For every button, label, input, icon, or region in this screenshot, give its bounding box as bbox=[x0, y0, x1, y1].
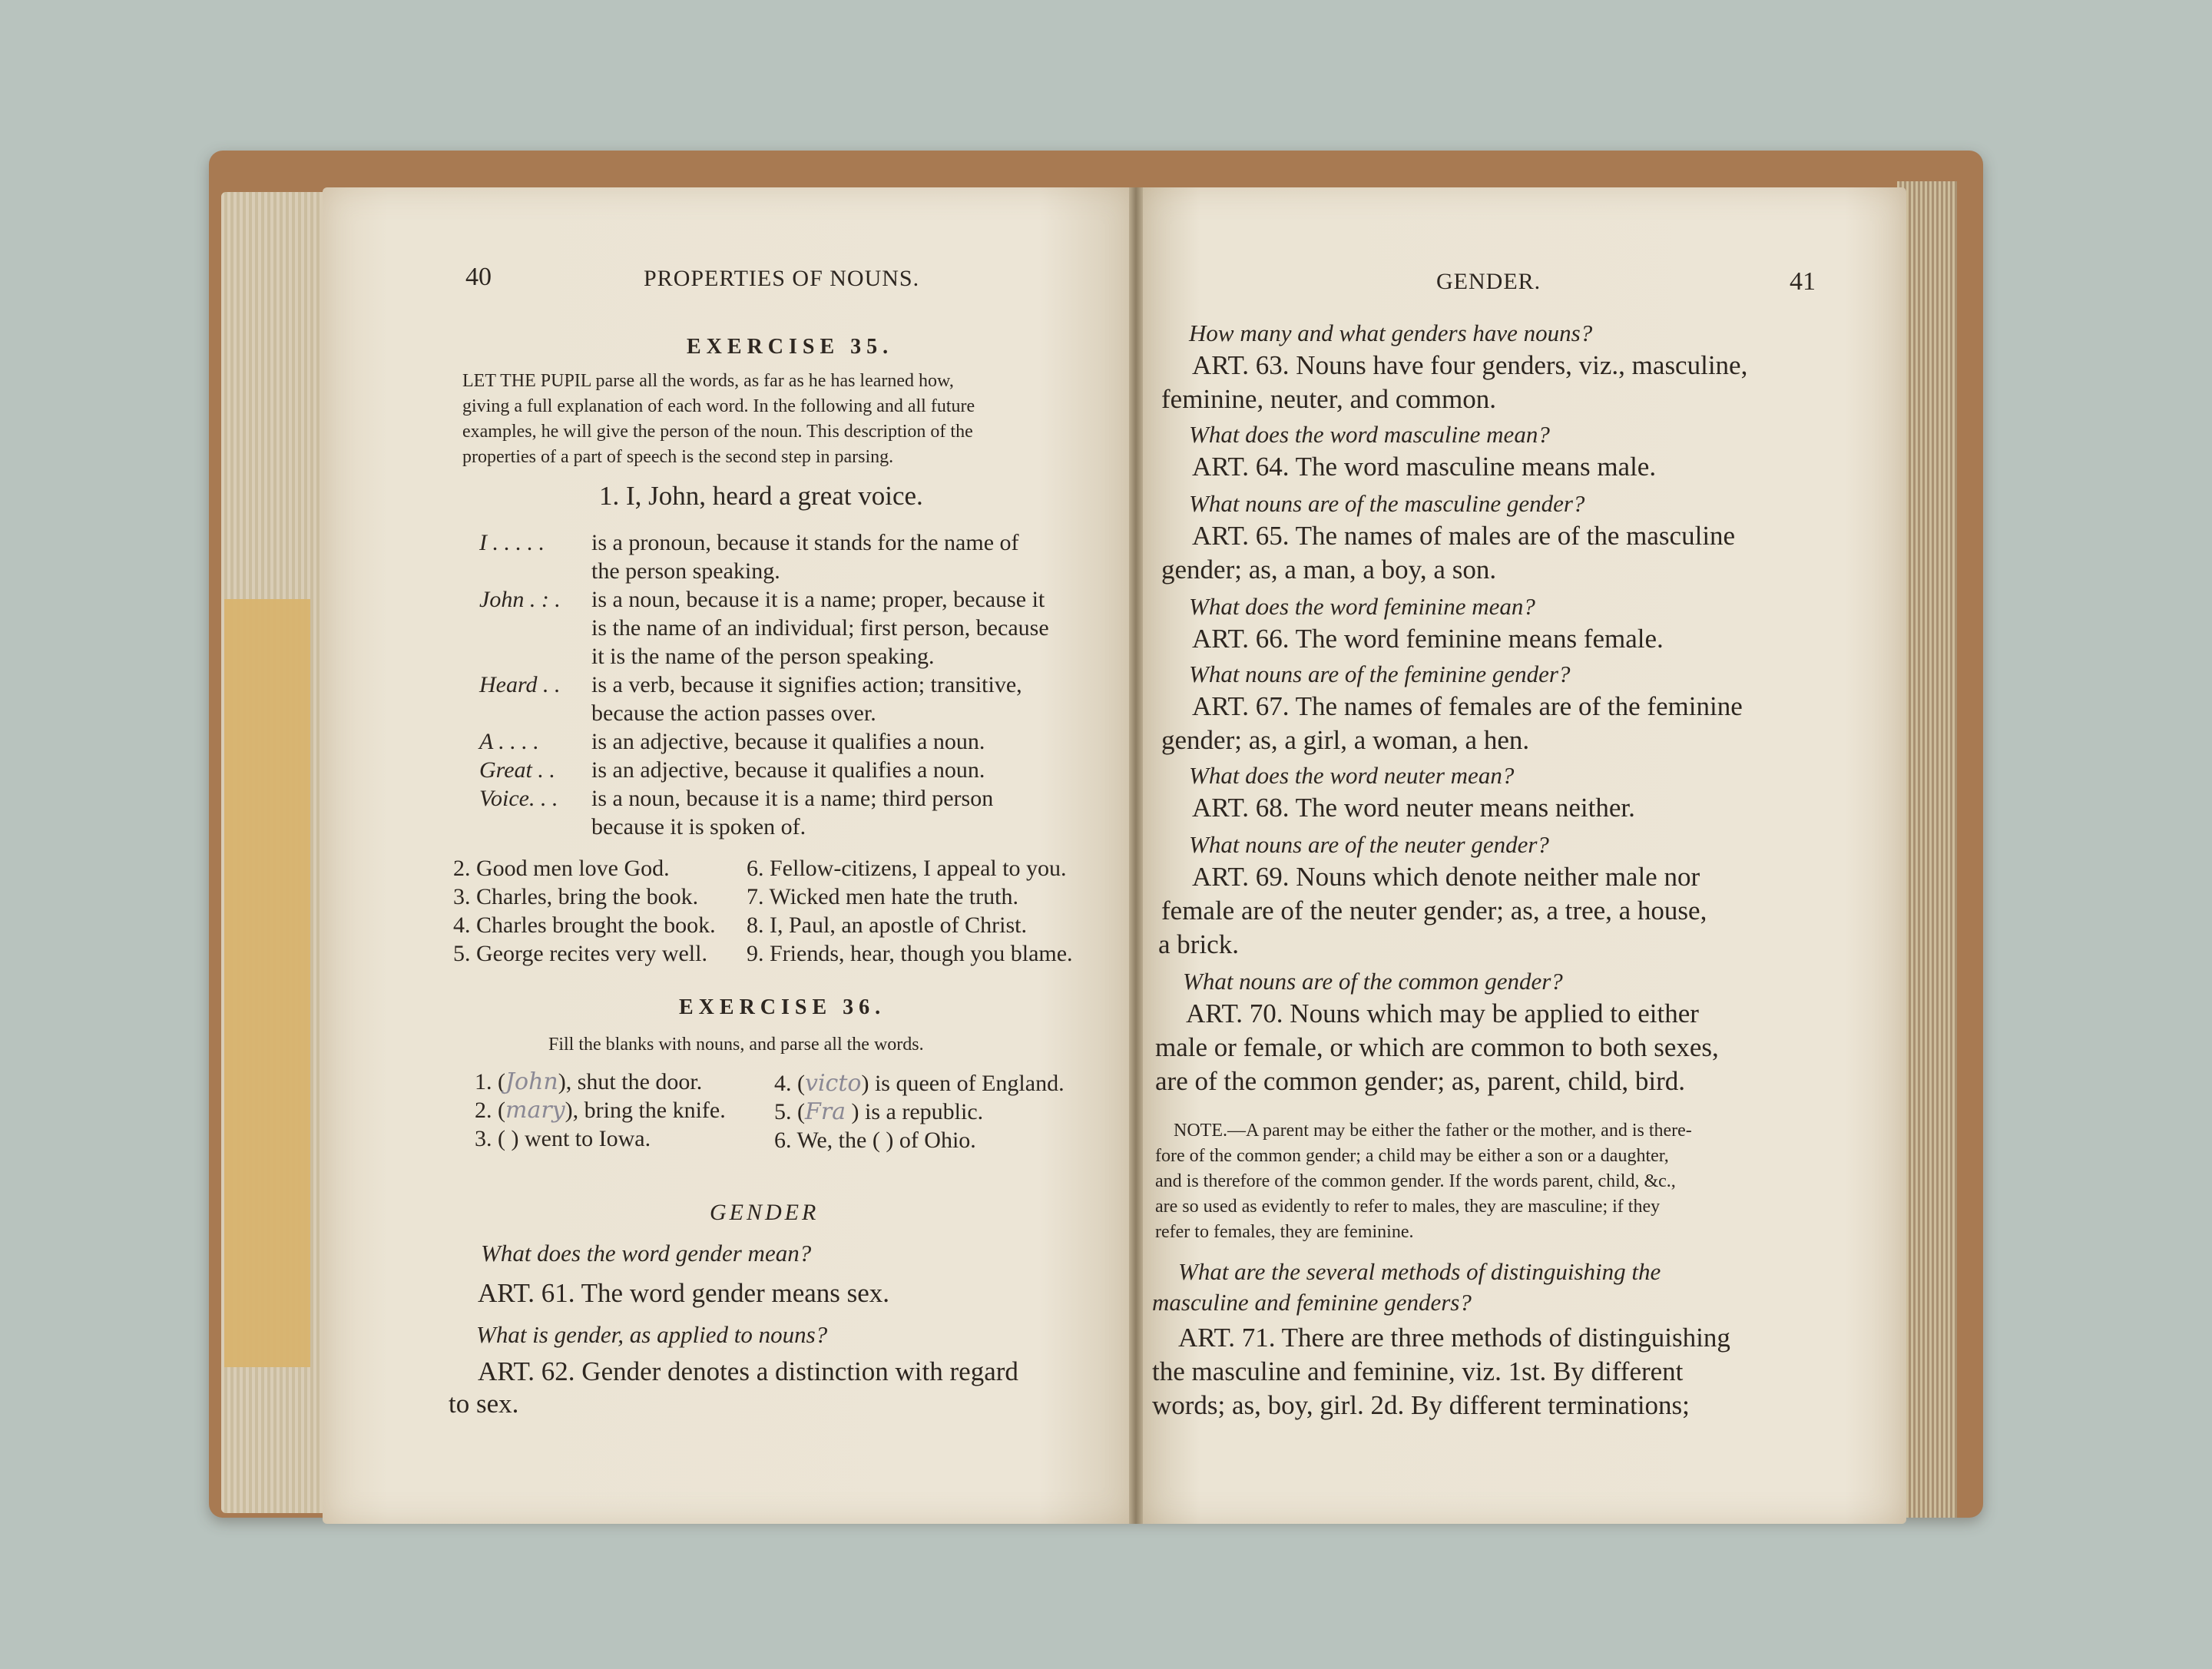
handwritten-fill: Fra bbox=[805, 1098, 846, 1125]
article-line: male or female, or which are common to both sexes, bbox=[1155, 1032, 1719, 1062]
question: What is gender, as applied to nouns? bbox=[476, 1321, 828, 1348]
sentence-item: 2. Good men love God. bbox=[453, 856, 670, 881]
question: What are the several methods of distinguishing the bbox=[1178, 1258, 1661, 1285]
article-line: are of the common gender; as, parent, child, bird. bbox=[1155, 1066, 1686, 1096]
parse-word: Great . . bbox=[479, 757, 555, 783]
parse-text: is a noun, because it is a name; proper, because it bbox=[591, 587, 1045, 612]
sentence-item: 4. Charles brought the book. bbox=[453, 912, 716, 938]
article-line: gender; as, a girl, a woman, a hen. bbox=[1161, 725, 1530, 755]
blank-item: 5. (Fra ) is a republic. bbox=[774, 1098, 984, 1125]
note-line: and is therefore of the common gender. If the words parent, child, &c., bbox=[1155, 1171, 1676, 1191]
parse-word: Voice. . . bbox=[479, 786, 558, 811]
parse-text: because the action passes over. bbox=[591, 700, 876, 726]
handwritten-fill: victo bbox=[805, 1070, 862, 1097]
article-line: gender; as, a man, a boy, a son. bbox=[1161, 555, 1497, 584]
article-62: ART. 62. Gender denotes a distinction with regard bbox=[478, 1356, 1018, 1386]
instruction-line: giving a full explanation of each word. In the following and all future bbox=[462, 396, 975, 416]
parse-text: is a pronoun, because it stands for the name of bbox=[591, 530, 1019, 555]
parse-text: the person speaking. bbox=[591, 558, 780, 584]
article-line: ART. 67. The names of females are of the feminine bbox=[1192, 691, 1743, 721]
blank-item: 3. ( ) went to Iowa. bbox=[475, 1126, 651, 1151]
question: What nouns are of the masculine gender? bbox=[1189, 490, 1585, 517]
tape-repair bbox=[224, 599, 310, 1367]
article-61: ART. 61. The word gender means sex. bbox=[478, 1278, 890, 1308]
blank-item: 2. (mary), bring the knife. bbox=[475, 1097, 726, 1124]
instruction-line: examples, he will give the person of the noun. This description of the bbox=[462, 422, 973, 442]
parse-text: is an adjective, because it qualifies a noun. bbox=[591, 757, 985, 783]
article-line: ART. 68. The word neuter means neither. bbox=[1192, 793, 1635, 823]
question: How many and what genders have nouns? bbox=[1189, 320, 1593, 346]
sentence-item: 9. Friends, hear, though you blame. bbox=[747, 941, 1073, 966]
note-line: fore of the common gender; a child may be either a son or a daughter, bbox=[1155, 1146, 1669, 1166]
question: What nouns are of the feminine gender? bbox=[1189, 661, 1571, 687]
exercise-36-title: EXERCISE 36. bbox=[679, 995, 886, 1019]
article-line: ART. 66. The word feminine means female. bbox=[1192, 624, 1664, 654]
question: What does the word masculine mean? bbox=[1189, 421, 1550, 448]
parse-text: is a verb, because it signifies action; transitive, bbox=[591, 672, 1022, 697]
note-line: refer to females, they are feminine. bbox=[1155, 1222, 1414, 1242]
book-gutter bbox=[1129, 187, 1143, 1524]
parse-word: John . : . bbox=[479, 587, 561, 612]
article-71: the masculine and feminine, viz. 1st. By different bbox=[1152, 1356, 1684, 1386]
instruction-line: properties of a part of speech is the second step in parsing. bbox=[462, 447, 894, 467]
sentence-item: 5. George recites very well. bbox=[453, 941, 707, 966]
right-page-number: 41 bbox=[1790, 267, 1816, 296]
parse-word: A . . . . bbox=[479, 729, 539, 754]
parse-text: is a noun, because it is a name; third person bbox=[591, 786, 994, 811]
parse-text: because it is spoken of. bbox=[591, 814, 806, 839]
parse-text: it is the name of the person speaking. bbox=[591, 644, 935, 669]
note-line: NOTE.—A parent may be either the father or the mother, and is there- bbox=[1174, 1121, 1692, 1141]
article-line: feminine, neuter, and common. bbox=[1161, 384, 1496, 414]
sentence-item: 6. Fellow-citizens, I appeal to you. bbox=[747, 856, 1067, 881]
question: What does the word gender mean? bbox=[481, 1240, 812, 1267]
instruction-line: LET THE PUPIL parse all the words, as far as he has learned how, bbox=[462, 371, 954, 391]
article-line: ART. 70. Nouns which may be applied to either bbox=[1186, 998, 1699, 1028]
article-71: ART. 71. There are three methods of distinguishing bbox=[1178, 1323, 1730, 1353]
parse-text: is an adjective, because it qualifies a noun. bbox=[591, 729, 985, 754]
blank-item: 4. (victo) is queen of England. bbox=[774, 1070, 1065, 1097]
example-sentence: 1. I, John, heard a great voice. bbox=[599, 481, 923, 511]
parse-word: Heard . . bbox=[479, 672, 561, 697]
question: What nouns are of the common gender? bbox=[1183, 968, 1563, 995]
question: What does the word neuter mean? bbox=[1189, 762, 1515, 789]
article-line: ART. 64. The word masculine means male. bbox=[1192, 452, 1657, 482]
gender-heading: GENDER bbox=[710, 1200, 820, 1225]
article-line: a brick. bbox=[1158, 929, 1239, 959]
handwritten-fill: mary bbox=[505, 1097, 565, 1124]
left-page-number: 40 bbox=[465, 263, 492, 291]
question: masculine and feminine genders? bbox=[1152, 1289, 1472, 1316]
left-running-head: PROPERTIES OF NOUNS. bbox=[644, 266, 920, 291]
article-line: ART. 65. The names of males are of the masculine bbox=[1192, 521, 1736, 551]
question: What does the word feminine mean? bbox=[1189, 593, 1535, 620]
blank-item: 1. (John), shut the door. bbox=[475, 1068, 703, 1095]
handwritten-fill: John bbox=[505, 1068, 558, 1095]
article-line: ART. 63. Nouns have four genders, viz., masculine, bbox=[1192, 350, 1748, 380]
article-71: words; as, boy, girl. 2d. By different terminations; bbox=[1152, 1390, 1690, 1420]
exercise-36-instruction: Fill the blanks with nouns, and parse all the words. bbox=[548, 1035, 924, 1055]
exercise-35-title: EXERCISE 35. bbox=[687, 335, 894, 359]
note-line: are so used as evidently to refer to males, they are masculine; if they bbox=[1155, 1197, 1661, 1217]
blank-item: 6. We, the ( ) of Ohio. bbox=[774, 1128, 976, 1153]
article-62: to sex. bbox=[449, 1389, 519, 1419]
article-line: ART. 69. Nouns which denote neither male nor bbox=[1192, 862, 1700, 892]
question: What nouns are of the neuter gender? bbox=[1189, 831, 1549, 858]
sentence-item: 3. Charles, bring the book. bbox=[453, 884, 699, 909]
parse-text: is the name of an individual; first person, because bbox=[591, 615, 1049, 641]
article-line: female are of the neuter gender; as, a tree, a house, bbox=[1161, 896, 1707, 926]
sentence-item: 8. I, Paul, an apostle of Christ. bbox=[747, 912, 1027, 938]
parse-word: I . . . . . bbox=[479, 530, 545, 555]
right-running-head: GENDER. bbox=[1436, 269, 1541, 294]
sentence-item: 7. Wicked men hate the truth. bbox=[747, 884, 1018, 909]
